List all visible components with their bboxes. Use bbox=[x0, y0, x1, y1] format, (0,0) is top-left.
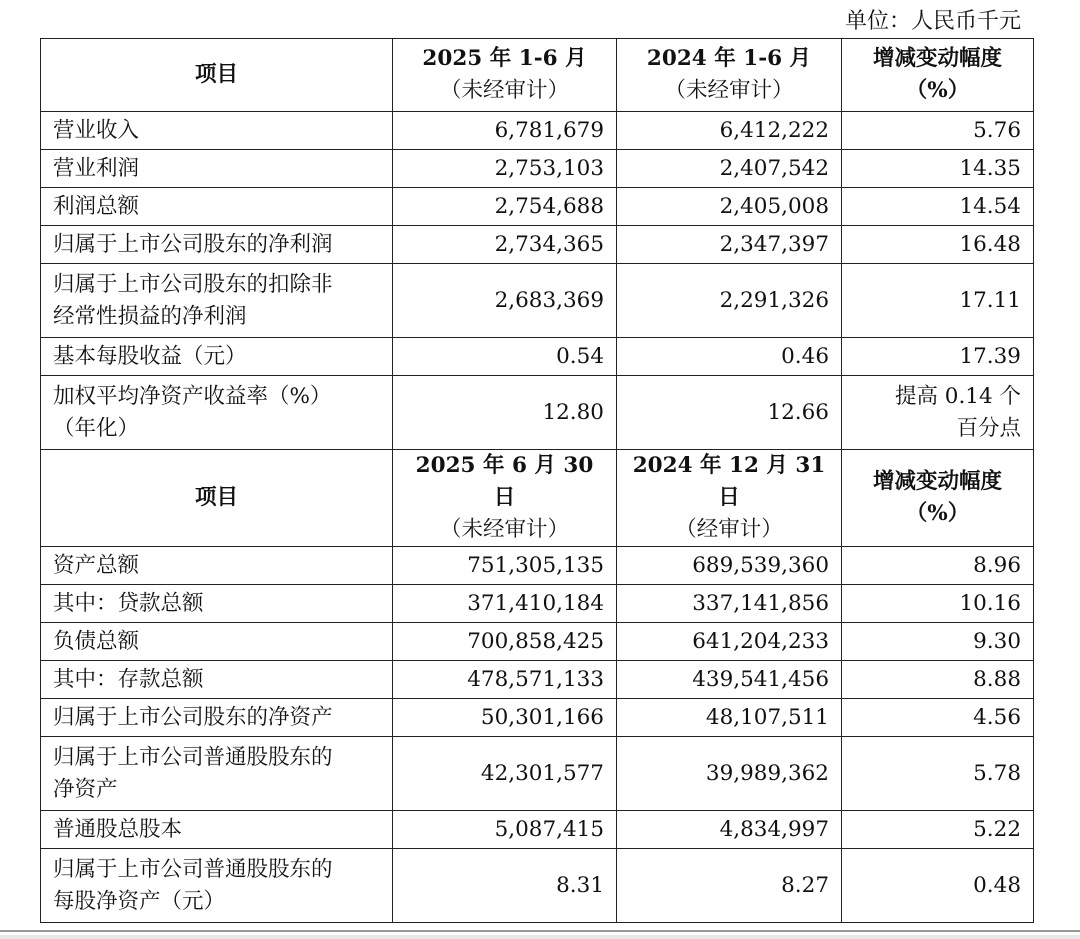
page-bottom-gutter bbox=[0, 935, 1080, 939]
value-change: 5.76 bbox=[842, 112, 1034, 150]
table-row bbox=[41, 585, 1034, 623]
value-change: 17.11 bbox=[842, 264, 1034, 338]
value-2024: 4,834,997 bbox=[617, 811, 842, 849]
value-change: 16.48 bbox=[842, 226, 1034, 264]
value-change: 5.78 bbox=[842, 737, 1034, 811]
row-label: 负债总额 bbox=[41, 623, 393, 661]
page-divider bbox=[0, 930, 1080, 932]
value-2024: 2,405,008 bbox=[617, 188, 842, 226]
table-row bbox=[41, 112, 1034, 150]
value-2025: 12.80 bbox=[393, 376, 617, 450]
value-2024: 0.46 bbox=[617, 338, 842, 376]
value-2024: 8.27 bbox=[617, 849, 842, 923]
header-col-change: 增减变动幅度 （%） bbox=[842, 39, 1034, 112]
table-header-row bbox=[41, 450, 1034, 547]
value-2024: 39,989,362 bbox=[617, 737, 842, 811]
header-col-change: 增减变动幅度 （%） bbox=[842, 450, 1034, 547]
value-change: 14.35 bbox=[842, 150, 1034, 188]
row-label: 资产总额 bbox=[41, 547, 393, 585]
value-change: 14.54 bbox=[842, 188, 1034, 226]
header-col-2025-jun30: 2025 年 6 月 30 日 （未经审计） bbox=[393, 450, 617, 547]
value-2024: 641,204,233 bbox=[617, 623, 842, 661]
row-label: 利润总额 bbox=[41, 188, 393, 226]
table-row bbox=[41, 811, 1034, 849]
value-change: 0.48 bbox=[842, 849, 1034, 923]
value-2025: 6,781,679 bbox=[393, 112, 617, 150]
value-change: 17.39 bbox=[842, 338, 1034, 376]
table-row bbox=[41, 661, 1034, 699]
value-change: 8.96 bbox=[842, 547, 1034, 585]
header-item: 项目 bbox=[41, 39, 393, 112]
row-label: 归属于上市公司股东的扣除非 经常性损益的净利润 bbox=[41, 264, 393, 338]
value-change: 8.88 bbox=[842, 661, 1034, 699]
value-2024: 337,141,856 bbox=[617, 585, 842, 623]
unit-label: 单位：人民币千元 bbox=[844, 9, 1021, 34]
value-change: 5.22 bbox=[842, 811, 1034, 849]
row-label: 归属于上市公司普通股股东的 每股净资产（元） bbox=[41, 849, 393, 923]
value-change: 9.30 bbox=[842, 623, 1034, 661]
table-row bbox=[41, 699, 1034, 737]
value-2025: 2,754,688 bbox=[393, 188, 617, 226]
header-col-2024-h1: 2024 年 1-6 月 （未经审计） bbox=[617, 39, 842, 112]
row-label: 其中：存款总额 bbox=[41, 661, 393, 699]
value-2024: 439,541,456 bbox=[617, 661, 842, 699]
table-row bbox=[41, 264, 1034, 338]
value-change: 提高 0.14 个 百分点 bbox=[842, 376, 1034, 450]
value-change: 4.56 bbox=[842, 699, 1034, 737]
table-row bbox=[41, 226, 1034, 264]
value-2024: 689,539,360 bbox=[617, 547, 842, 585]
value-2024: 2,347,397 bbox=[617, 226, 842, 264]
table-row bbox=[41, 737, 1034, 811]
row-label: 归属于上市公司普通股股东的 净资产 bbox=[41, 737, 393, 811]
value-2025: 50,301,166 bbox=[393, 699, 617, 737]
value-2025: 2,734,365 bbox=[393, 226, 617, 264]
row-label: 其中：贷款总额 bbox=[41, 585, 393, 623]
row-label: 归属于上市公司股东的净利润 bbox=[41, 226, 393, 264]
table-row bbox=[41, 188, 1034, 226]
table-row bbox=[41, 547, 1034, 585]
row-label: 基本每股收益（元） bbox=[41, 338, 393, 376]
value-2025: 371,410,184 bbox=[393, 585, 617, 623]
table-row bbox=[41, 376, 1034, 450]
table-row bbox=[41, 338, 1034, 376]
table-row bbox=[41, 623, 1034, 661]
value-2025: 700,858,425 bbox=[393, 623, 617, 661]
value-2025: 42,301,577 bbox=[393, 737, 617, 811]
table-header-row bbox=[41, 39, 1034, 112]
header-col-2025-h1: 2025 年 1-6 月 （未经审计） bbox=[393, 39, 617, 112]
row-label: 普通股总股本 bbox=[41, 811, 393, 849]
table-row bbox=[41, 849, 1034, 923]
value-2024: 6,412,222 bbox=[617, 112, 842, 150]
value-2025: 8.31 bbox=[393, 849, 617, 923]
value-change: 10.16 bbox=[842, 585, 1034, 623]
value-2024: 2,291,326 bbox=[617, 264, 842, 338]
value-2025: 751,305,135 bbox=[393, 547, 617, 585]
table-row bbox=[41, 150, 1034, 188]
row-label: 营业收入 bbox=[41, 112, 393, 150]
financial-summary-table bbox=[40, 38, 1034, 923]
header-col-2024-dec31: 2024 年 12 月 31 日 （经审计） bbox=[617, 450, 842, 547]
value-2024: 2,407,542 bbox=[617, 150, 842, 188]
value-2024: 12.66 bbox=[617, 376, 842, 450]
value-2025: 0.54 bbox=[393, 338, 617, 376]
value-2025: 2,683,369 bbox=[393, 264, 617, 338]
header-item: 项目 bbox=[41, 450, 393, 547]
row-label: 归属于上市公司股东的净资产 bbox=[41, 699, 393, 737]
value-2025: 478,571,133 bbox=[393, 661, 617, 699]
row-label: 加权平均净资产收益率（%） （年化） bbox=[41, 376, 393, 450]
value-2025: 5,087,415 bbox=[393, 811, 617, 849]
value-2025: 2,753,103 bbox=[393, 150, 617, 188]
row-label: 营业利润 bbox=[41, 150, 393, 188]
value-2024: 48,107,511 bbox=[617, 699, 842, 737]
